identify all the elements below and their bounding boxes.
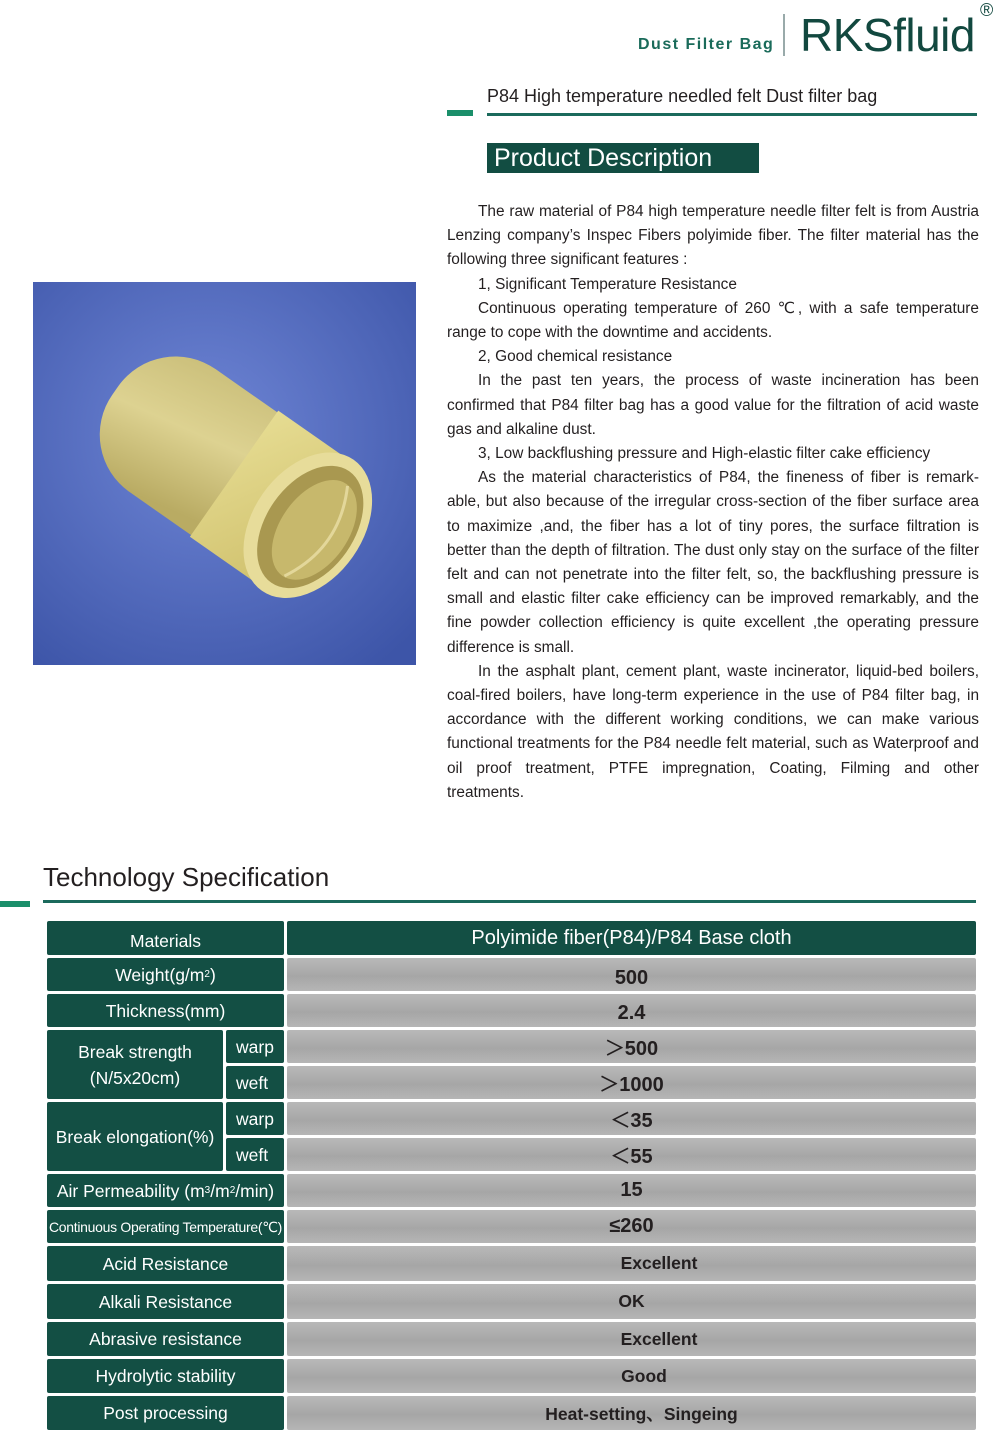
break-strength-warp-label: warp — [226, 1030, 284, 1063]
break-strength-label: Break strength (N/5x20cm) — [47, 1030, 223, 1099]
alkali-resistance-value: OK — [287, 1284, 976, 1319]
feature-heading: 1, Significant Temperature Resistance — [478, 275, 737, 293]
break-elongation-warp-label: warp — [226, 1102, 284, 1135]
abrasive-resistance-label: Abrasive resistance — [47, 1322, 284, 1356]
hydrolytic-stability-value: Good — [287, 1359, 976, 1393]
spec-accent-tick — [0, 901, 30, 907]
break-elongation-label: Break elongation(%) — [47, 1102, 223, 1171]
hydrolytic-stability-label: Hydrolytic stability — [47, 1359, 284, 1393]
post-processing-value: Heat-setting、Singeing — [287, 1396, 976, 1430]
break-strength-weft-label: weft — [226, 1066, 284, 1099]
weight-value: 500 — [287, 958, 976, 991]
break-elongation-warp-value: ＜35 — [287, 1102, 976, 1135]
desc-paragraph: The raw material of P84 high temperature needle filter felt is from Austria Lenzing company’s Inspec Fibers polyimide fiber. The filter material has the following three significant features : — [447, 203, 979, 269]
weight-label: Weight(g/m 2 ) — [47, 958, 284, 991]
filter-bag-photo — [33, 282, 416, 665]
product-description — [447, 200, 979, 805]
desc-paragraph: Continuous operating temperature of 260 ℃, with a safe temperature range to cope with the downtime and accidents. — [447, 299, 979, 342]
section-heading-description: Product Description — [494, 144, 713, 172]
section-heading-spec: Technology Specification — [43, 862, 330, 892]
feature-heading: 2, Good chemical resistance — [478, 348, 673, 366]
break-elongation-weft-value: ＜55 — [287, 1138, 976, 1171]
product-title: P84 High temperature needled felt Dust filter bag — [487, 86, 878, 106]
break-strength-warp-value: ＞500 — [287, 1030, 976, 1063]
cont-temp-label: Continuous Operating Temperature(℃) — [47, 1210, 284, 1243]
air-permeability-value: 15 — [287, 1174, 976, 1207]
spec-underline — [43, 900, 976, 903]
break-elongation-weft-label: weft — [226, 1138, 284, 1171]
thickness-label: Thickness(mm) — [47, 994, 284, 1027]
brand-subtitle: Dust Filter Bag — [638, 36, 775, 53]
cont-temp-value: ≤260 — [287, 1210, 976, 1243]
thickness-value: 2.4 — [287, 994, 976, 1027]
brand-logo: RKSfluid — [800, 9, 975, 61]
materials-value: Polyimide fiber(P84)/P84 Base cloth — [287, 921, 976, 955]
post-processing-label: Post processing — [47, 1396, 284, 1430]
desc-paragraph: As the material characteristics of P84, the fineness of fiber is remark-able, but also because of the irregular cross-section of the fiber surface area to maximize ,and, the fiber has a lot of tiny pores, the surface filtration is better than the depth of filtration. The dust only stay on the surface of the filter felt and can not penetrate into the filter felt, so, the backflushing pressure is small and elastic filter cake efficiency can be improved remarkably, and the fine powder collection efficiency is quite excellent ,the operating pressure difference is small. — [447, 469, 979, 656]
feature-heading: 3, Low backflushing pressure and High-elastic filter cake efficiency — [478, 445, 931, 463]
break-strength-weft-value: ＞1000 — [287, 1066, 976, 1099]
acid-resistance-label: Acid Resistance — [47, 1246, 284, 1281]
title-accent-tick — [447, 110, 473, 116]
desc-paragraph: In the past ten years, the process of waste incineration has been confirmed that P84 filter bag has a good value for the filtration of acid waste gas and alkaline dust. — [447, 372, 979, 438]
registered-mark: ® — [980, 0, 994, 20]
desc-paragraph: In the asphalt plant, cement plant, waste incinerator, liquid-bed boilers, coal-fired boilers, have long-term experience in the use of P84 filter bag, in accordance with the different working conditions, we can make various functional treatments for the P84 needle felt material, such as Waterproof and oil proof treatment, PTFE impregnation, Coating, Filming and other treatments. — [447, 662, 979, 801]
title-underline — [487, 113, 977, 116]
materials-label: Materials — [47, 921, 284, 955]
alkali-resistance-label: Alkali Resistance — [47, 1284, 284, 1319]
air-permeability-label: Air Permeability (m 3 /m 2 /min) — [47, 1174, 284, 1207]
abrasive-resistance-value: Excellent — [287, 1322, 976, 1356]
brand-divider — [783, 14, 785, 56]
acid-resistance-value: Excellent — [287, 1246, 976, 1281]
